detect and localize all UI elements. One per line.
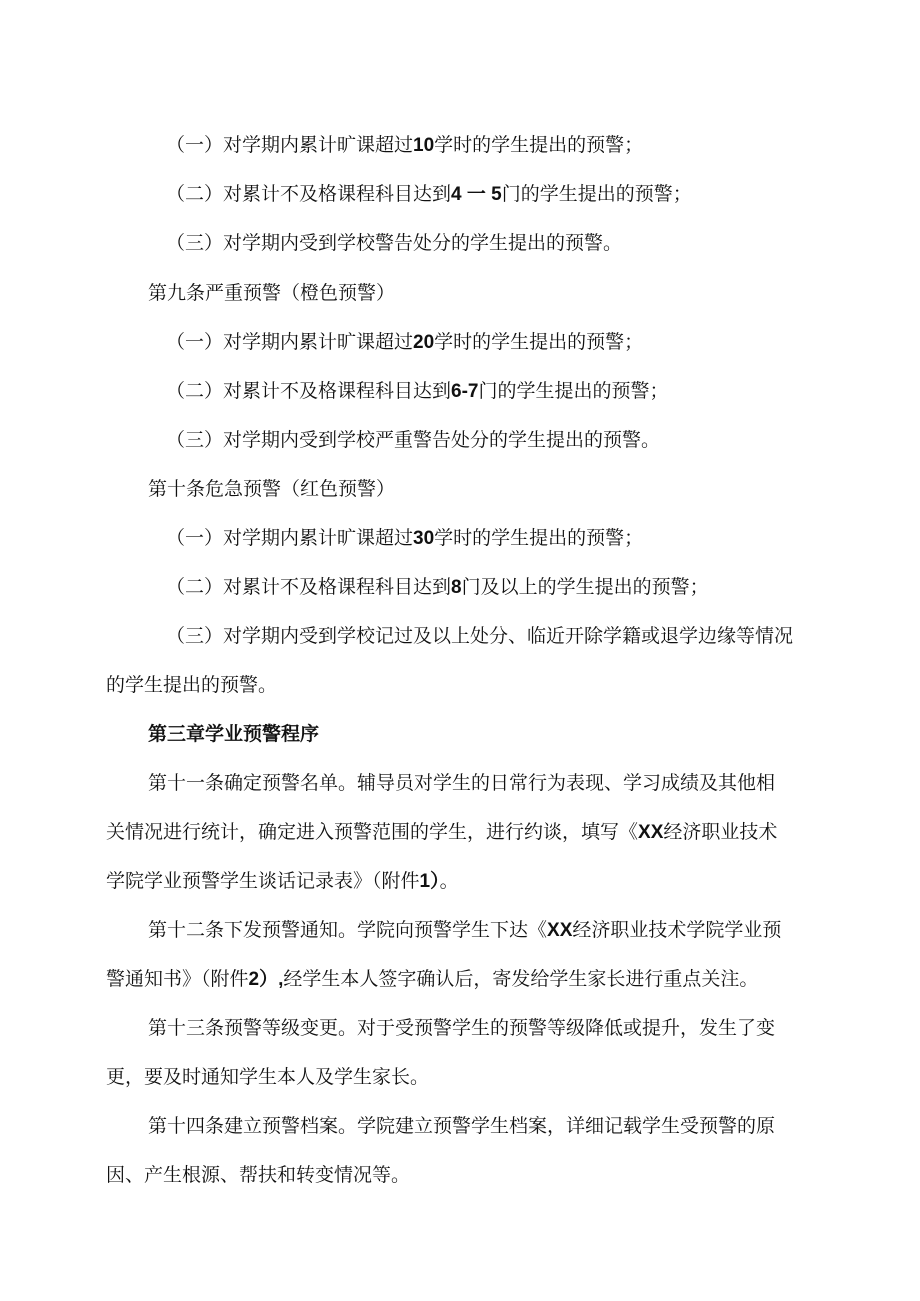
clause-10-item-2 [166,575,709,600]
number: XX [638,822,664,843]
clause-13-line-1 [148,1016,775,1040]
number: 30 [413,528,435,549]
text-segment: 第十四条建立预警档案。学院建立预警学生档案，详细记载学生受预警的原 [148,1115,776,1137]
clause-12-line-1 [148,918,781,943]
clause-11-line-2 [106,820,777,845]
text-segment: 警通知书》（附件 [106,968,249,990]
clause-8-item-2 [166,182,692,207]
text-segment: 经济职业技术学院学业预 [572,919,782,941]
clause-14-line-2 [106,1163,410,1187]
text-segment: 学时的学生提出的预警； [434,527,644,549]
text-segment: 第十二条下发预警通知。学院向预警学生下达《 [148,919,548,941]
clause-11-line-3 [106,869,459,894]
number: 2）, [248,969,284,990]
text-segment: （一）对学期内累计旷课超过 [166,134,414,156]
text-segment: 第九条严重预警（橙色预警） [148,282,396,304]
clause-11-line-1 [148,771,775,795]
text-segment: 学院学业预警学生谈话记录表》（附件 [106,870,420,892]
clause-14-line-1 [148,1114,775,1138]
text-segment: 经学生本人签字确认后，寄发给学生家长进行重点关注。 [283,968,759,990]
number: 1） [419,871,440,892]
clause-9-item-2 [166,379,669,404]
text-segment: 门的学生提出的预警； [478,380,669,402]
number: 6-7 [451,381,479,402]
clause-9-item-3 [166,428,660,452]
clause-8-item-3 [166,231,622,255]
text-segment: （一）对学期内累计旷课超过 [166,331,414,353]
text-segment: 门及以上的学生提出的预警； [461,576,709,598]
number: 8 [451,577,462,598]
text-segment: 关情况进行统计，确定进入预警范围的学生，进行约谈，填写《 [106,821,639,843]
text-segment: 第十一条确定预警名单。辅导员对学生的日常行为表现、学习成绩及其他相 [148,772,776,794]
clause-8-item-1 [166,133,643,158]
clause-9-heading [148,281,395,305]
text-segment: 的学生提出的预警。 [106,674,278,696]
text-segment: 更，要及时通知学生本人及学生家长。 [106,1066,430,1088]
text-segment: （三）对学期内受到学校警告处分的学生提出的预警。 [166,232,623,254]
text-segment: 第三章学业预警程序 [148,723,320,745]
text-segment: （三）对学期内受到学校记过及以上处分、临近开除学籍或退学边缘等情况 [166,625,794,647]
clause-10-item-3-cont [106,673,277,697]
clause-10-item-3 [166,624,793,648]
text-segment: 第十条危急预警（红色预警） [148,478,396,500]
text-segment: （三）对学期内受到学校严重警告处分的学生提出的预警。 [166,429,661,451]
chapter-3-title [148,722,319,746]
text-segment: （二）对累计不及格课程科目达到 [166,576,452,598]
text-segment: （二）对累计不及格课程科目达到 [166,380,452,402]
clause-9-item-1 [166,330,643,355]
text-segment: 经济职业技术 [663,821,778,843]
number: XX [547,920,573,941]
text-segment: 。 [439,870,459,892]
text-segment: 学时的学生提出的预警； [434,331,644,353]
text-segment: 门的学生提出的预警； [501,183,692,205]
text-segment: 第十三条预警等级变更。对于受预警学生的预警等级降低或提升，发生了变 [148,1017,776,1039]
text-segment: 因、产生根源、帮扶和转变情况等。 [106,1164,411,1186]
text-segment: （一）对学期内累计旷课超过 [166,527,414,549]
clause-13-line-2 [106,1065,429,1089]
number: 20 [413,332,435,353]
clause-10-item-1 [166,526,643,551]
text-segment: 学时的学生提出的预警； [434,134,644,156]
clause-12-line-2 [106,967,758,992]
text-segment: （二）对累计不及格课程科目达到 [166,183,452,205]
number: 4 一 5 [451,184,502,205]
number: 10 [413,135,435,156]
clause-10-heading [148,477,395,501]
